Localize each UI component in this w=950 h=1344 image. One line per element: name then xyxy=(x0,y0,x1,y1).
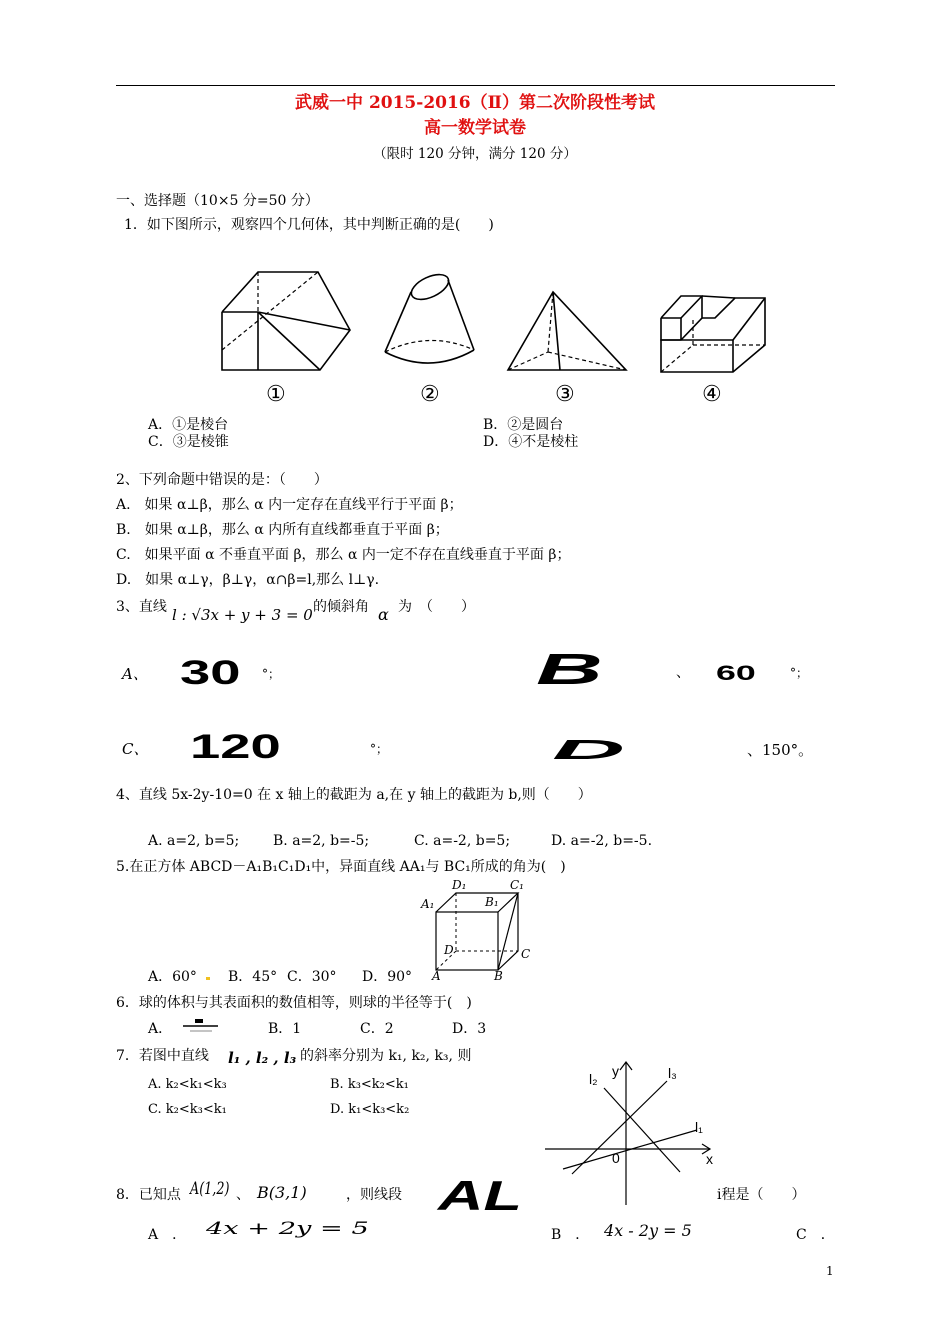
cube-label-d: D xyxy=(444,943,454,957)
q7-option-a: A. k₂<k₁<k₃ xyxy=(148,1077,227,1092)
q4-option-a: A. a=2, b=5; xyxy=(148,833,240,849)
cube-label-a: A xyxy=(432,969,441,983)
q7-stem-prefix: 7．若图中直线 xyxy=(116,1048,209,1064)
q3-option-a-unit: °； xyxy=(262,667,281,681)
q3-option-c-value: 120 xyxy=(190,728,281,766)
q3-option-c-label: C、 xyxy=(122,740,149,758)
section-heading: 一、选择题（10×5 分=50 分） xyxy=(116,193,319,209)
cube-label-a1: A₁ xyxy=(421,897,435,911)
q2-stem: 2、下列命题中错误的是：（ ） xyxy=(116,472,328,488)
q8-middle: ，则线段 xyxy=(346,1187,402,1203)
q8-option-b-eq: 4x - 2y = 5 xyxy=(604,1221,692,1240)
q6-option-a: A． xyxy=(148,1021,173,1037)
q6-stem: 6．球的体积与其表面积的数值相等，则球的半径等于( ) xyxy=(116,995,472,1011)
q3-option-d-label: D xyxy=(552,734,625,765)
page-number: 1 xyxy=(826,1264,834,1278)
q8-big: AL xyxy=(438,1172,522,1219)
q7-stem-suffix: 的斜率分别为 k₁, k₂, k₃, 则 xyxy=(300,1048,472,1064)
graph-label-x: x xyxy=(706,1151,713,1167)
q3-option-b-unit: °； xyxy=(790,666,809,680)
q4-option-d: D. a=-2, b=-5. xyxy=(551,833,653,849)
q2-option-b: B. 如果 α⊥β，那么 α 内所有直线都垂直于平面 β； xyxy=(116,522,449,538)
q3-formula: l : √3x + y + 3 = 0 xyxy=(172,606,313,624)
q1-option-a: A．①是棱台 xyxy=(148,417,229,433)
q8-suffix: i程是（ ） xyxy=(717,1187,806,1203)
q3-option-b-label: B xyxy=(536,645,603,694)
paper-title: 高一数学试卷 xyxy=(424,118,526,138)
q6-option-b: B．1 xyxy=(268,1021,302,1037)
q8-prefix: 8．已知点 xyxy=(116,1187,181,1203)
cube-label-b: B xyxy=(494,969,503,983)
q5-stem: 5.在正方体 ABCD－A₁B₁C₁D₁中，异面直线 AA₁与 BC₁所成的角为( ) xyxy=(116,859,566,875)
graph-label-l2: l₂ xyxy=(589,1071,598,1087)
q5-option-c: C．30° xyxy=(287,969,337,985)
q1-option-c: C．③是棱锥 xyxy=(148,434,229,450)
q5-option-d: D．90° xyxy=(362,969,413,985)
q3-option-d-value: 、150°。 xyxy=(747,741,814,759)
graph-label-origin: 0 xyxy=(612,1150,620,1166)
q4-option-c: C. a=-2, b=5; xyxy=(414,833,511,849)
q5-option-a: A．60° xyxy=(148,969,197,985)
q8-point-a: A(1,2) xyxy=(190,1179,230,1199)
q3-option-c-unit: °； xyxy=(370,742,389,756)
q6-option-c: C．2 xyxy=(360,1021,394,1037)
q3-option-b-sep: 、 xyxy=(676,665,690,681)
cube-label-c: C xyxy=(521,947,531,961)
graph-label-y: y xyxy=(612,1063,619,1079)
q1-stem: 1．如下图所示，观察四个几何体，其中判断正确的是( ) xyxy=(124,217,494,233)
figure-label-4: ④ xyxy=(702,382,722,407)
q3-prefix: 3、直线 xyxy=(116,599,167,615)
q3-option-a-value: 30 xyxy=(180,654,241,692)
q8-option-a-eq: 4x + 2y = 5 xyxy=(206,1219,369,1239)
figure-label-2: ② xyxy=(420,382,440,407)
q8-point-b: B(3,1) xyxy=(257,1183,307,1202)
q5-option-b: B．45° xyxy=(228,969,278,985)
time-note: （限时 120 分钟，满分 120 分） xyxy=(373,146,577,162)
q7-lines: l₁ , l₂ , l₃ xyxy=(228,1049,297,1067)
q2-option-a: A. 如果 α⊥β，那么 α 内一定存在直线平行于平面 β； xyxy=(116,497,463,513)
q3-suffix: 为 （ ） xyxy=(398,599,475,615)
q2-option-c: C. 如果平面 α 不垂直平面 β，那么 α 内一定不存在直线垂直于平面 β； xyxy=(116,547,571,563)
cube-label-b1: B₁ xyxy=(485,895,499,909)
q3-middle: 的倾斜角 xyxy=(313,599,369,615)
cube-label-c1: C₁ xyxy=(510,878,524,892)
q3-alpha: α xyxy=(378,605,389,624)
q4-stem: 4、直线 5x-2y-10=0 在 x 轴上的截距为 a,在 y 轴上的截距为 b,则（ ） xyxy=(116,787,592,803)
q7-option-c: C. k₂<k₃<k₁ xyxy=(148,1102,227,1117)
q8-option-b-label: B ． xyxy=(551,1227,590,1243)
q3-option-a-label: A、 xyxy=(122,665,148,683)
q8-option-c-label: C ． xyxy=(796,1227,835,1243)
q4-option-b: B. a=2, b=-5; xyxy=(273,833,370,849)
q1-option-d: D．④不是棱柱 xyxy=(483,434,579,450)
cube-label-d1: D₁ xyxy=(452,878,467,892)
q7-option-d: D. k₁<k₃<k₂ xyxy=(330,1102,410,1117)
graph-label-l3: l₃ xyxy=(668,1065,677,1081)
q1-option-b: B．②是圆台 xyxy=(483,417,564,433)
q8-option-a-label: A ． xyxy=(148,1227,187,1243)
q7-option-b: B. k₃<k₂<k₁ xyxy=(330,1077,409,1092)
graph-label-l1: l₁ xyxy=(695,1119,703,1135)
q3-option-b-value: 60 xyxy=(716,662,756,685)
figure-label-1: ① xyxy=(266,382,286,407)
q2-option-d: D. 如果 α⊥γ，β⊥γ，α∩β=l,那么 l⊥γ. xyxy=(116,572,380,588)
exam-title: 武威一中 2015-2016（Ⅱ）第二次阶段性考试 xyxy=(295,93,655,113)
q8-sep: 、 xyxy=(236,1187,250,1203)
figure-label-3: ③ xyxy=(555,382,575,407)
q6-option-d: D．3 xyxy=(452,1021,487,1037)
